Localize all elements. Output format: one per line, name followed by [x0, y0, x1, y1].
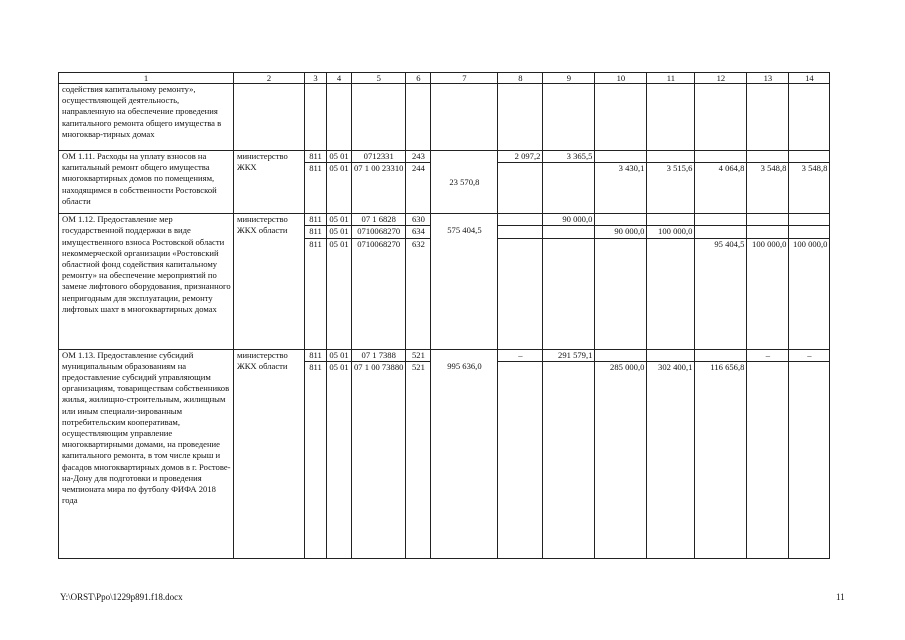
executor-cell: министерство ЖКХ [234, 151, 305, 214]
rzpr-cell: 05 01 [327, 214, 352, 226]
header-cell: 9 [543, 73, 595, 84]
csr-cell: 0710068270 [352, 226, 406, 238]
csr-cell: 0710068270 [352, 238, 406, 349]
year-value-cell [789, 151, 830, 163]
year-value-cell [747, 214, 789, 226]
header-cell: 1 [59, 73, 234, 84]
year-value-cell: 3 365,5 [543, 151, 595, 163]
header-row [59, 73, 830, 84]
vr-cell: 244 [406, 163, 431, 214]
total-cell: 23 570,8 [431, 151, 498, 214]
csr-cell: 07 1 6828 [352, 214, 406, 226]
vr-cell: 630 [406, 214, 431, 226]
empty-cell [789, 84, 830, 151]
year-value-cell [695, 349, 747, 361]
empty-cell [695, 84, 747, 151]
executor-cell: министерство ЖКХ области [234, 349, 305, 558]
table-row [59, 349, 830, 361]
year-value-cell [747, 361, 789, 558]
year-value-cell: 291 579,1 [543, 349, 595, 361]
measure-description: ОМ 1.13. Предоставление субсидий муниципальным образованиям на предоставление субсидий управляющим организациям, товариществам собственников жилья, жилищно-строительным, жилищным или иным специали-зированным потребительским кооперативам, осуществляющим управление многоквартирными домами, на проведение капитального ремонта, в том числе крыш и фасадов многоквартирных домов в г. Ростове-на-Дону для подготовки и проведения чемпионата мира по футболу ФИФА 2018 года [59, 349, 234, 558]
table-row [59, 214, 830, 226]
year-value-cell: 302 400,1 [647, 361, 695, 558]
header-cell: 5 [352, 73, 406, 84]
year-value-cell: – [789, 349, 830, 361]
grbs-cell: 811 [305, 226, 327, 238]
year-value-cell [498, 163, 543, 214]
year-value-cell [647, 214, 695, 226]
year-value-cell: 116 656,8 [695, 361, 747, 558]
header-cell: 11 [647, 73, 695, 84]
year-value-cell: 3 548,8 [747, 163, 789, 214]
year-value-cell: 3 430,1 [595, 163, 647, 214]
rzpr-cell: 05 01 [327, 163, 352, 214]
vr-cell: 634 [406, 226, 431, 238]
year-value-cell [789, 226, 830, 238]
year-value-cell: 4 064,8 [695, 163, 747, 214]
csr-cell: 07 1 00 23310 [352, 163, 406, 214]
year-value-cell [789, 214, 830, 226]
empty-cell [352, 84, 406, 151]
empty-cell [647, 84, 695, 151]
year-value-cell [543, 238, 595, 349]
year-value-cell [498, 238, 543, 349]
grbs-cell: 811 [305, 151, 327, 163]
header-cell: 12 [695, 73, 747, 84]
year-value-cell [543, 226, 595, 238]
grbs-cell: 811 [305, 214, 327, 226]
table-row [59, 151, 830, 163]
vr-cell: 521 [406, 361, 431, 558]
year-value-cell: 2 097,2 [498, 151, 543, 163]
header-cell: 14 [789, 73, 830, 84]
rzpr-cell: 05 01 [327, 226, 352, 238]
year-value-cell [695, 226, 747, 238]
rzpr-cell: 05 01 [327, 361, 352, 558]
year-value-cell [595, 349, 647, 361]
empty-cell [406, 84, 431, 151]
document-path: Y:\ORST\Ppo\1229p891.f18.docx [60, 592, 183, 602]
rzpr-cell: 05 01 [327, 238, 352, 349]
year-value-cell: 100 000,0 [647, 226, 695, 238]
year-value-cell [595, 214, 647, 226]
year-value-cell: 3 548,8 [789, 163, 830, 214]
empty-cell [543, 84, 595, 151]
header-cell: 2 [234, 73, 305, 84]
header-cell: 13 [747, 73, 789, 84]
header-cell: 7 [431, 73, 498, 84]
measure-description: содействия капитальному ремонту», осуществляющей деятельность, направленную на обеспечение проведения капитального ремонта общего имущества в многоквар-тирных домах [59, 84, 234, 151]
year-value-cell: 90 000,0 [595, 226, 647, 238]
vr-cell: 632 [406, 238, 431, 349]
year-value-cell: 95 404,5 [695, 238, 747, 349]
year-value-cell [595, 151, 647, 163]
header-cell: 10 [595, 73, 647, 84]
empty-cell [595, 84, 647, 151]
year-value-cell: 3 515,6 [647, 163, 695, 214]
year-value-cell: 100 000,0 [747, 238, 789, 349]
grbs-cell: 811 [305, 349, 327, 361]
header-cell: 4 [327, 73, 352, 84]
table-row [59, 84, 830, 151]
csr-cell: 0712331 [352, 151, 406, 163]
measure-description: ОМ 1.12. Предоставление мер государственной поддержки в виде имущественного взноса Ростовской области некоммерческой организации «Ростовский областной фонд содействия капитальному ремонту» на обеспечение мероприятий по замене лифтового оборудования, признанного непригодным для эксплуатации, ремонту лифтовых шахт в многоквартирных домах [59, 214, 234, 349]
grbs-cell: 811 [305, 238, 327, 349]
year-value-cell: – [747, 349, 789, 361]
total-cell: 995 636,0 [431, 349, 498, 558]
total-cell: 575 404,5 [431, 214, 498, 349]
year-value-cell: 100 000,0 [789, 238, 830, 349]
rzpr-cell: 05 01 [327, 151, 352, 163]
year-value-cell [647, 151, 695, 163]
year-value-cell [498, 226, 543, 238]
empty-cell [498, 84, 543, 151]
csr-cell: 07 1 7388 [352, 349, 406, 361]
empty-cell [327, 84, 352, 151]
rzpr-cell: 05 01 [327, 349, 352, 361]
empty-cell [747, 84, 789, 151]
grbs-cell: 811 [305, 163, 327, 214]
header-cell: 8 [498, 73, 543, 84]
empty-cell [431, 84, 498, 151]
year-value-cell [695, 214, 747, 226]
page-number: 11 [836, 592, 845, 602]
csr-cell: 07 1 00 73880 [352, 361, 406, 558]
vr-cell: 521 [406, 349, 431, 361]
grbs-cell: 811 [305, 361, 327, 558]
year-value-cell [595, 238, 647, 349]
year-value-cell [647, 238, 695, 349]
measure-description: ОМ 1.11. Расходы на уплату взносов на капитальный ремонт общего имущества многоквартирных домов по помещениям, находящимся в собственности Ростовской области [59, 151, 234, 214]
year-value-cell: 90 000,0 [543, 214, 595, 226]
empty-cell [305, 84, 327, 151]
vr-cell: 243 [406, 151, 431, 163]
year-value-cell [498, 214, 543, 226]
year-value-cell [543, 361, 595, 558]
year-value-cell [498, 361, 543, 558]
year-value-cell [747, 151, 789, 163]
year-value-cell [789, 361, 830, 558]
empty-cell [234, 84, 305, 151]
year-value-cell [647, 349, 695, 361]
year-value-cell [543, 163, 595, 214]
year-value-cell [695, 151, 747, 163]
header-cell: 6 [406, 73, 431, 84]
year-value-cell [747, 226, 789, 238]
executor-cell: министерство ЖКХ области [234, 214, 305, 349]
year-value-cell: 285 000,0 [595, 361, 647, 558]
year-value-cell: – [498, 349, 543, 361]
header-cell: 3 [305, 73, 327, 84]
budget-table [58, 72, 830, 559]
